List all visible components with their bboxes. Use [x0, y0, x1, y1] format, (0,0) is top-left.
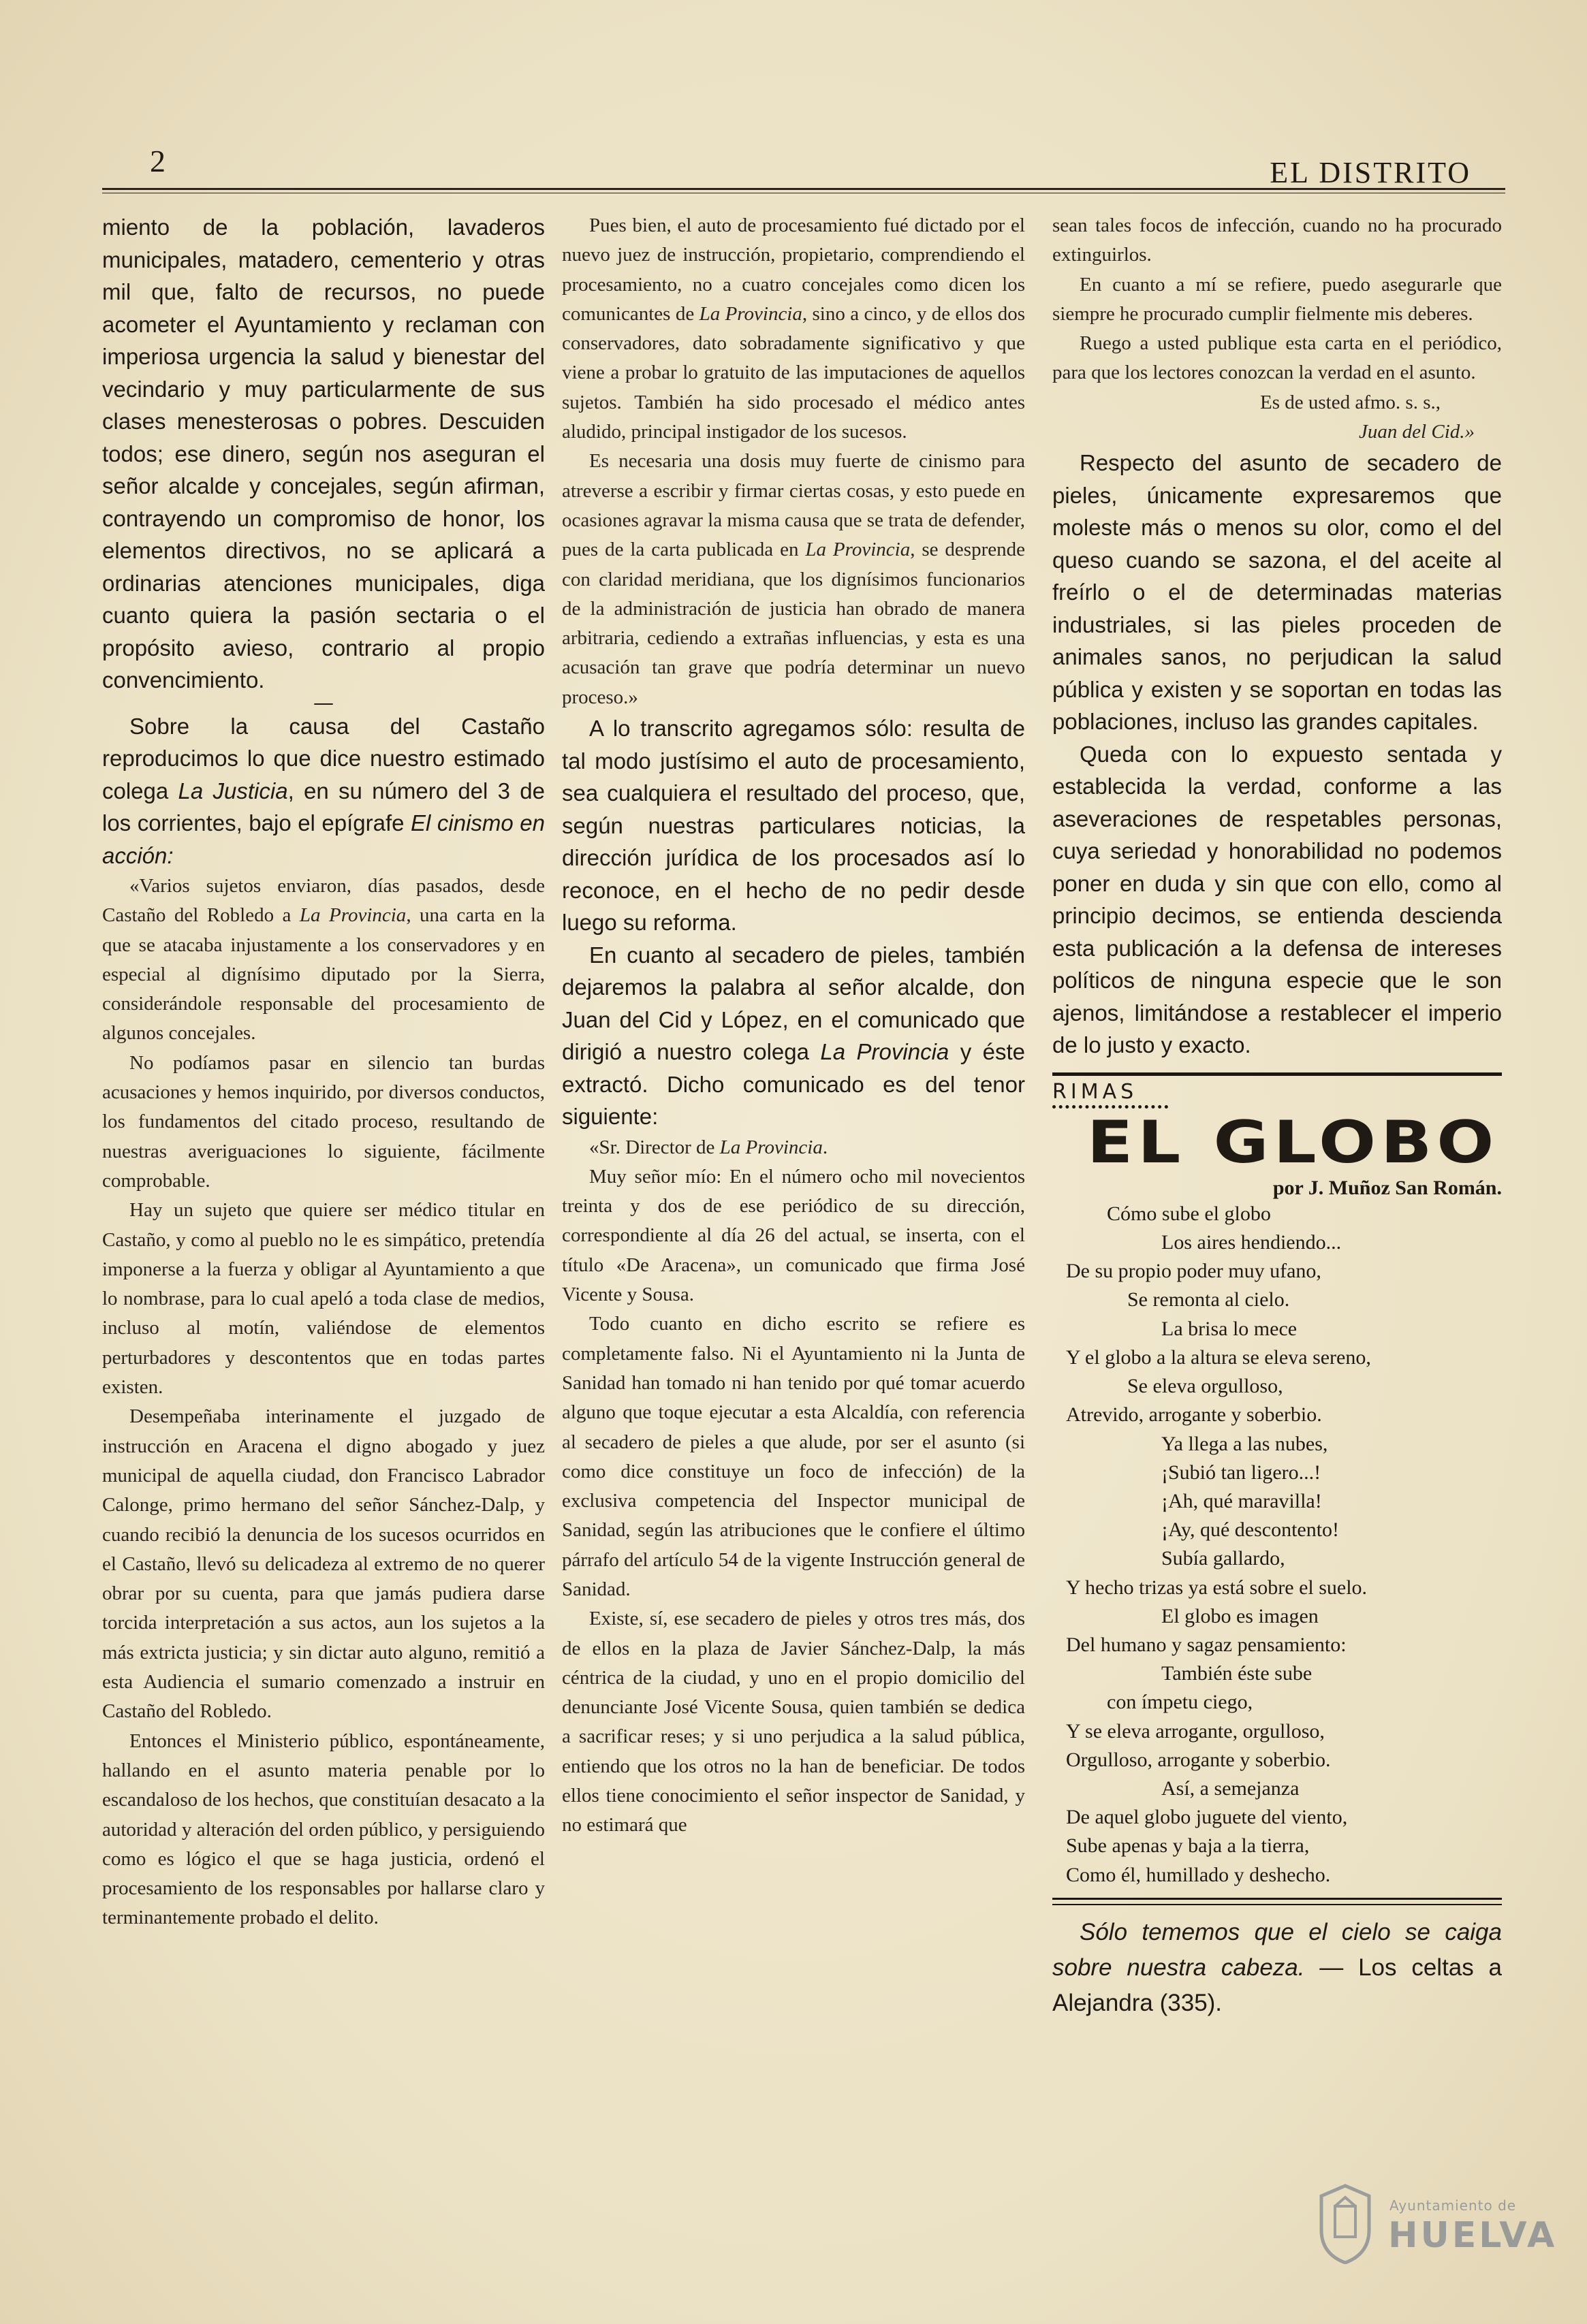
poem-line: Y el globo a la altura se eleva sereno,: [1066, 1346, 1371, 1369]
poem-line: Como él, humillado y deshecho.: [1066, 1863, 1331, 1886]
paragraph: Sobre la causa del Castaño reproducimos lo que dice nuestro estimado colega La Justicia, en su número del 3 de los corrientes, bajo el epígrafe El cinismo en acción:: [102, 713, 545, 868]
quote-paragraph: Es necesaria una dosis muy fuerte de cinismo para atreverse a escribir y firmar ciertas cosas, y esto puede en ocasiones agravar la misma causa que se trata de defender, pues de la carta publicada en La Provincia, se desprende con claridad meridiana, que los dignísimos funcionarios de la administración de justicia han obrado de manera arbitraria, cediendo a extrañas influencias, y esta es una acusación tan grave que podría determinar un nuevo proceso.»: [562, 450, 1026, 708]
paragraph: A lo transcrito agregamos sólo: resulta de tal modo justísimo el auto de procesamiento, sea cualquiera el resultado del proceso, que, según nuestras particulares noticias, la dirección jurídica de los procesados así lo reconoce, en el hecho de no pedir desde luego su reforma.: [562, 716, 1025, 936]
quote-paragraph: Pues bien, el auto de procesamiento fué dictado por el nuevo juez de instrucción, propietario, comprendiendo el procesamiento, no a cuatro concejales como dicen los comunicantes de La Provincia, sino a cinco, y de ellos dos conservadores, dato sobradamente significativo y que viene a probar lo gratuito de las imputaciones de aquellos sujetos. También ha sido procesado el médico antes aludido, principal instigador de los sucesos.: [562, 214, 1025, 443]
poem-title: EL GLOBO: [1086, 1108, 1499, 1177]
letter-paragraph: Todo cuanto en dicho escrito se refiere es completamente falso. Ni el Ayuntamiento ni la Junta de Sanidad han tomado ni han tenido por qué tomar acuerdo alguno que toque ejecutar a esta Alcaldía, con referencia al secadero de pieles a que alude, por ser el asunto (si como dice constituye un foco de infección) de la exclusiva competencia del Inspector municipal de Sanidad, según las atribuciones que le confiere el último párrafo del artículo 54 de la vigente Instrucción general de Sanidad.: [562, 1313, 1025, 1600]
divider: —: [313, 690, 334, 715]
page-header: [102, 143, 1471, 191]
letter-paragraph: En cuanto a mí se refiere, puedo asegurarle que siempre he procurado cumplir fielmente mis deberes.: [1052, 273, 1502, 325]
archive-watermark: [1315, 2182, 1558, 2271]
poem-line: Y se eleva arrogante, orgulloso,: [1066, 1719, 1325, 1742]
quote-paragraph: «Varios sujetos enviaron, días pasados, desde Castaño del Robledo a La Provincia, una carta en la que se atacaba injustamente a los conservadores y en especial al dignísimo diputado por la Sierra, considerándole responsable del procesamiento de algunos concejales.: [102, 875, 545, 1045]
paragraph: Respecto del asunto de secadero de pieles, únicamente expresaremos que moleste más o menos su olor, como el del queso cuando se sazona, el del aceite al freírlo o el de determinadas materias industriales, si las pieles proceden de animales sanos, no perjudican la salud pública y existen y se soportan en todas las poblaciones, incluso las grandes capitales.: [1052, 450, 1502, 735]
letter-salutation: «Sr. Director de La Provincia.: [589, 1136, 828, 1158]
page-number: 2: [150, 144, 166, 178]
letter-paragraph: sean tales focos de infección, cuando no ha procurado extinguirlos.: [1052, 214, 1502, 266]
epigraph: El cinismo en acción:: [102, 810, 545, 868]
poem-line: Del humano y sagaz pensamiento:: [1066, 1633, 1347, 1656]
letter-paragraph: Muy señor mío: En el número ocho mil novecientos treinta y dos de ese periódico de su dirección, correspondiente al día 26 del actual, se inserta, con el título «De Aracena», un comunicado que firma José Vicente y Sousa.: [562, 1165, 1025, 1306]
section-rule: [1052, 1072, 1502, 1076]
newspaper-title: EL DISTRITO: [1270, 156, 1471, 189]
poem-line: ¡Ah, qué maravilla!: [1161, 1489, 1322, 1512]
city-crest-icon: [1315, 2182, 1376, 2264]
poem-line: Los aires hendiendo...: [1161, 1231, 1342, 1254]
watermark-name: Ayuntamiento de: [1389, 2197, 1517, 2214]
column-2: [562, 211, 1025, 1841]
poem-line: Se eleva orgulloso,: [1127, 1375, 1283, 1398]
quote-paragraph: Entonces el Ministerio público, espontáneamente, hallando en el asunto materia penable por lo escandaloso de los hechos, que constituían desacato a la autoridad y alteración del orden público, y persiguiendo como es lógico el que se haga justicia, ordenó el procesamiento de los responsables por hallarse claro y terminantemente probado el delito.: [102, 1730, 545, 1929]
poem-line: Cómo sube el globo: [1107, 1202, 1271, 1225]
poem: [1052, 1200, 1502, 1890]
section-label: RIMAS: [1052, 1079, 1138, 1104]
poem-line: Sube apenas y baja a la tierra,: [1066, 1834, 1310, 1858]
column-3: [1052, 211, 1502, 2021]
quote-paragraph: Desempeñaba interinamente el juzgado de instrucción en Aracena el digno abogado y juez municipal de aquella ciudad, don Francisco Labrador Calonge, primo hermano del señor Sánchez-Dalp, y cuando recibió la denuncia de los sucesos ocurridos en el Castaño, llevó su delicadeza al extremo de no querer obrar por su cuenta, para que jamás pudiera darse torcida interpretación a sus actos, aun los sujetos a la más extricta justicia; y sin dictar auto alguno, remitió a esta Audiencia el sumario comenzado a instruir en Castaño del Robledo.: [102, 1405, 545, 1723]
poem-line: con ímpetu ciego,: [1107, 1691, 1253, 1714]
letter-paragraph: Existe, sí, ese secadero de pieles y otros tres más, dos de ellos en la plaza de Javier Sánchez-Dalp, la más céntrica de la ciudad, y uno en el propio domicilio del denunciante José Vicente Sousa, quien también se dedica a sacrificar reses; y si uno perjudica a la salud pública, entiendo que los otros no la han de beneficiar. De todos ellos tiene conocimiento el señor inspector de Sanidad, y no estimará que: [562, 1608, 1025, 1836]
quote-paragraph: No podíamos pasar en silencio tan burdas acusaciones y hemos inquirido, por diversos conductos, los fundamentos del citado proceso, resultando de nuestras averiguaciones lo siguiente, fácilmente comprobable.: [102, 1051, 545, 1192]
paragraph: Queda con lo expuesto sentada y establecida la verdad, conforme a las aseveraciones de respetables personas, cuya seriedad y honorabilidad no podemos poner en duda y sin que con ello, como al principio decimos, se entienda descienda esta publicación a la defensa de intereses políticos de ninguna especie que le son ajenos, limitándose a restablecer el imperio de lo justo y exacto.: [1052, 741, 1502, 1058]
poem-author: por J. Muñoz San Román.: [1272, 1176, 1502, 1199]
poem-line: Y hecho trizas ya está sobre el suelo.: [1066, 1576, 1368, 1599]
closing-quote: Sólo tememos que el cielo se caiga sobre nuestra cabeza. — Los celtas a Alejandra (335).: [1052, 1918, 1503, 2016]
quote-paragraph: Hay un sujeto que quiere ser médico titular en Castaño, y como al pueblo no le es simpático, pretendía imponerse a la fuerza y obligar al Ayuntamiento a que lo nombrase, para lo cual apeló a toda clase de medios, incluso al motín, valiéndose de elementos perturbadores y descontentos que en todas partes existen.: [102, 1199, 545, 1399]
header-rule: [102, 188, 1505, 193]
poem-line: También éste sube: [1161, 1662, 1313, 1685]
poem-line: ¡Ay, qué descontento!: [1161, 1518, 1340, 1542]
double-rule: [1052, 1898, 1502, 1905]
poem-line: Ya llega a las nubes,: [1161, 1432, 1328, 1455]
watermark-city: HUELVA: [1388, 2215, 1558, 2256]
poem-line: El globo es imagen: [1161, 1604, 1319, 1627]
poem-line: Se remonta al cielo.: [1127, 1288, 1290, 1311]
letter-signature: Juan del Cid.»: [1359, 421, 1475, 443]
poem-line: De aquel globo juguete del viento,: [1066, 1806, 1348, 1829]
paragraph: En cuanto al secadero de pieles, también dejaremos la palabra al señor alcalde, don Juan del Cid y López, en el comunicado que dirigió a nuestro colega La Provincia y éste extractó. Dicho comunicado es del tenor siguiente:: [562, 942, 1025, 1130]
newspaper-name: La Justicia: [178, 778, 288, 803]
column-1: [102, 211, 545, 1933]
poem-line: Orgulloso, arrogante y soberbio.: [1066, 1748, 1331, 1771]
poem-line: Así, a semejanza: [1161, 1777, 1300, 1800]
poem-line: ¡Subió tan ligero...!: [1161, 1461, 1321, 1484]
poem-line: De su propio poder muy ufano,: [1066, 1260, 1321, 1283]
poem-line: Atrevido, arrogante y soberbio.: [1066, 1403, 1322, 1427]
letter-closing: Es de usted afmo. s. s.,: [1260, 391, 1441, 413]
poem-line: La brisa lo mece: [1161, 1317, 1298, 1340]
letter-paragraph: Ruego a usted publique esta carta en el periódico, para que los lectores conozcan la verdad en el asunto.: [1052, 332, 1502, 384]
poem-line: Subía gallardo,: [1161, 1547, 1285, 1570]
paragraph: miento de la población, lavaderos municipales, matadero, cementerio y otras mil que, falto de recursos, no puede acometer el Ayuntamiento y reclaman con imperiosa urgencia la salud y bienestar del vecindario y muy particularmente de sus clases menesterosas o pobres. Descuiden todos; ese dinero, según nos aseguran el señor alcalde y concejales, según afirman, contrayendo un compromiso de honor, los elementos directivos, no se aplicará a ordinarias atenciones municipales, diga cuanto quiera la pasión sectaria o el propósito avieso, contrario al propio convencimiento.: [102, 214, 545, 693]
